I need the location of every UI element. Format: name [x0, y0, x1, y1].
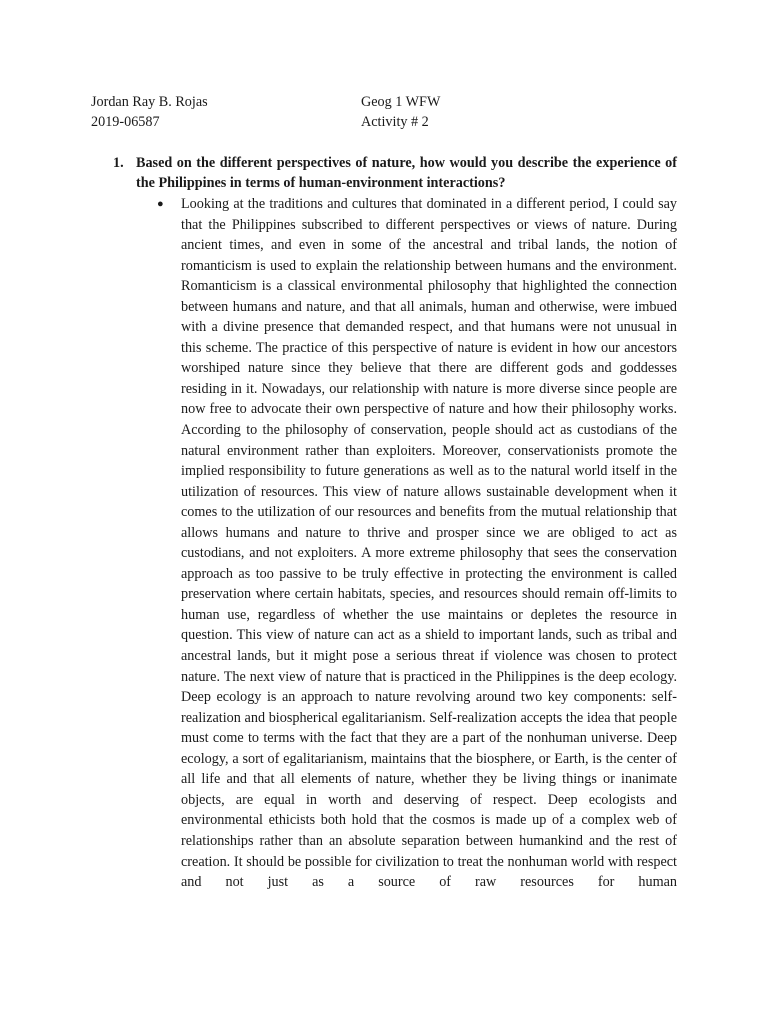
answer-bullet-item	[157, 194, 677, 893]
header-row-1	[91, 92, 691, 112]
question-number: 1.	[113, 155, 124, 171]
document-header	[91, 92, 691, 132]
bullet-icon: ●	[157, 198, 164, 210]
activity-number: Activity # 2	[361, 114, 429, 130]
answer-paragraph: Looking at the traditions and cultures that dominated in a different period, I could say that the Philippines subscribed to different perspectives or views of nature. During ancient times, and even in some of the ancestral and tribal lands, the notion of romanticism is used to explain the relationship between humans and the environment. Romanticism is a classical environmental philosophy that highlighted the connection between humans and nature, and that all animals, human and otherwise, were imbued with a divine presence that demanded respect, and that humans were not unusual in this scheme. The practice of this perspective of nature is evident in how our ancestors worshiped nature since they believe that there are different gods and goddesses residing in it. Nowadays, our relationship with nature is more diverse since people are now free to advocate their own perspective of nature and how their philosophy works. According to the philosophy of conservation, people should act as custodians of the natural environment rather than exploiters. Moreover, conservationists promote the implied responsibility to future generations as well as to the natural world itself in the utilization of resources. This view of nature allows sustainable development when it comes to the utilization of our resources and benefits from the mutual relationship that allows humans and nature to thrive and prosper since we are obliged to act as custodians, and not exploiters. A more extreme philosophy that sees the conservation approach as too passive to be truly effective in protecting the environment is called preservation where certain habitats, species, and resources should remain off-limits to human use, regardless of whether the use maintains or depletes the resource in question. This view of nature can act as a shield to important lands, such as tribal and ancestral lands, but it might pose a serious threat if violence was chosen to protect nature. The next view of nature that is practiced in the Philippines is the deep ecology. Deep ecology is an approach to nature revolving around two key components: self-realization and biospherical egalitarianism. Self-realization accepts the idea that people must come to terms with the fact that they are a part of the nonhuman universe. Deep ecology, a sort of egalitarianism, maintains that the biosphere, or Earth, is the center of all life and that all elements of nature, whether they be living things or inanimate objects, are equal in worth and deserving of respect. Deep ecologists and environmental ethicists both hold that the cosmos is made up of a complex web of relationships rather than an absolute separation between humankind and the rest of creation. It should be possible for civilization to treat the nonhuman world with respect and not just as a source of raw resources for human	[181, 196, 677, 891]
course-code: Geog 1 WFW	[361, 94, 441, 110]
student-number: 2019-06587	[91, 114, 160, 130]
question-1	[113, 153, 677, 193]
student-name: Jordan Ray B. Rojas	[91, 94, 208, 110]
header-row-2	[91, 112, 691, 132]
question-text: Based on the different perspectives of nature, how would you describe the experience of the Philippines in terms of human-environment interactions?	[136, 155, 677, 191]
